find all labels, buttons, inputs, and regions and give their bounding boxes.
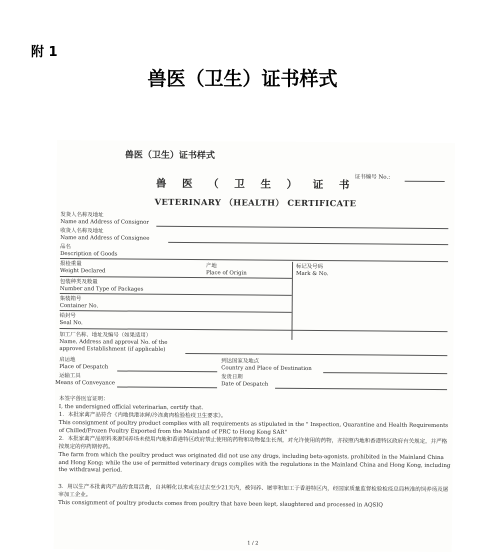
certificate-small-title: 兽医（卫生）证书样式	[124, 150, 215, 162]
conveyance-label-cn: 运输工具	[59, 373, 81, 380]
item1-en: This consignment of poultry product complies with all requirements as stipulated in the " Inspection, Quarantine and Health Requirements of Chilled/Frozen Poultry Exported from the Mainland of PRC to Hong Kong SAR"	[58, 420, 449, 436]
despatch-field-line	[117, 370, 217, 372]
certify-statement-cn: 本签字兽医官证明：	[58, 396, 109, 403]
marks-column-divider	[291, 262, 293, 340]
establishment-label-en-2: approved Establishment (if applicable)	[59, 346, 166, 353]
certificate-number-label: 证书编号 No.:	[354, 174, 391, 181]
marks-label-cn: 标记及号码	[295, 263, 324, 271]
packages-label-en: Number and Type of Packages	[59, 286, 144, 293]
consignor-field-line	[156, 226, 448, 229]
page-number: 1 / 2	[247, 540, 259, 547]
seal-row-line	[60, 328, 448, 332]
goods-label-cn: 品名	[60, 244, 71, 251]
consignor-label-cn: 发货人名称及地址	[60, 212, 104, 219]
origin-label-cn: 产地	[205, 263, 217, 270]
destination-label-cn: 到达国家及地点	[221, 358, 260, 365]
goods-label-en: Description of Goods	[60, 251, 118, 258]
consignee-label-cn: 收货人名称及地址	[60, 228, 104, 235]
despatch-label-en: Place of Despatch	[59, 364, 109, 371]
date-field-line	[275, 388, 447, 390]
certificate-title-cn: 兽 医 （ 卫 生 ） 证 书	[155, 177, 356, 192]
container-row-line	[60, 310, 292, 313]
marks-label-en: Mark & No.	[295, 270, 329, 278]
certificate-scan	[54, 140, 455, 552]
item3-cn: 3．用以生产本批禽肉产品的食用活禽，自其孵化以来或在过去至少21天内，被饲养、屠宰和加工于香港特区内，经国家质量监督检验检疫总局核准的饲养场及屠宰加工企业。	[58, 484, 449, 498]
establishment-label-en-1: Name, Address and approval No. of the	[59, 339, 168, 346]
seal-label-cn: 铅封号	[59, 313, 76, 320]
page-title: 兽医（卫生）证书样式	[147, 68, 338, 90]
goods-field-line	[60, 258, 448, 262]
establishment-label-cn: 加工厂名称、地址及编号（如果适用）	[59, 332, 152, 339]
seal-label-en: Seal No.	[59, 320, 83, 327]
container-label-cn: 集装箱号	[59, 296, 82, 303]
consignor-label-en: Name and Address of Consignor	[60, 219, 150, 226]
consignee-field-line	[168, 242, 448, 245]
item2-cn: 2．本批家禽产品原料来源饲养场未使用内地和香港特区政府禁止使用的药物和动物促生长剂，对允许使用的药物，亦按照内地和香港特区政府有关规定，并严格按规定的停药期停药。	[58, 436, 448, 451]
packages-row-line	[60, 293, 292, 296]
conveyance-label-en: Means of Conveyance	[55, 379, 115, 387]
packages-label-cn: 包装种类及数量	[59, 279, 98, 286]
annex-label: 附 1	[31, 45, 58, 60]
destination-field-line	[323, 372, 447, 374]
item3-en: This consignment of poultry products comes from poultry that have been kept, slaughtered and processed in AQSIQ	[58, 500, 383, 509]
date-label-cn: 发货日期	[221, 374, 243, 381]
origin-label-en: Place of Origin	[205, 270, 247, 277]
item2-en: The farm from which the poultry product was originated did not use any drugs, including beta-agonists, prohibited in the Mainland China and Hong Kong; while the use of permitted veterinary drugs complies with the regulations in the Mainland China and Hong Kong, including the withdrawal period.	[58, 452, 451, 474]
weight-label-en: Weight Declared	[59, 268, 106, 275]
establishment-field-line	[185, 353, 447, 356]
container-label-en: Container No.	[59, 303, 99, 310]
destination-label-en: Country and Place of Destination	[221, 365, 312, 373]
despatch-label-cn: 启运地	[59, 357, 76, 364]
conveyance-field-line	[117, 386, 217, 388]
date-label-en: Date of Despatch	[221, 381, 269, 388]
weight-label-cn: 报检重量	[60, 261, 82, 268]
certify-statement-en: I, the undersigned official veterinarian, certify that.	[58, 404, 204, 412]
certificate-title-en: VETERINARY （HEALTH） CERTIFICATE	[154, 196, 357, 209]
consignee-label-en: Name and Address of Consignee	[60, 235, 150, 242]
item1-cn: 1．本批家禽产品符合《内地供港冰鲜/冷冻禽肉检验检疫卫生要求》。	[58, 412, 227, 420]
